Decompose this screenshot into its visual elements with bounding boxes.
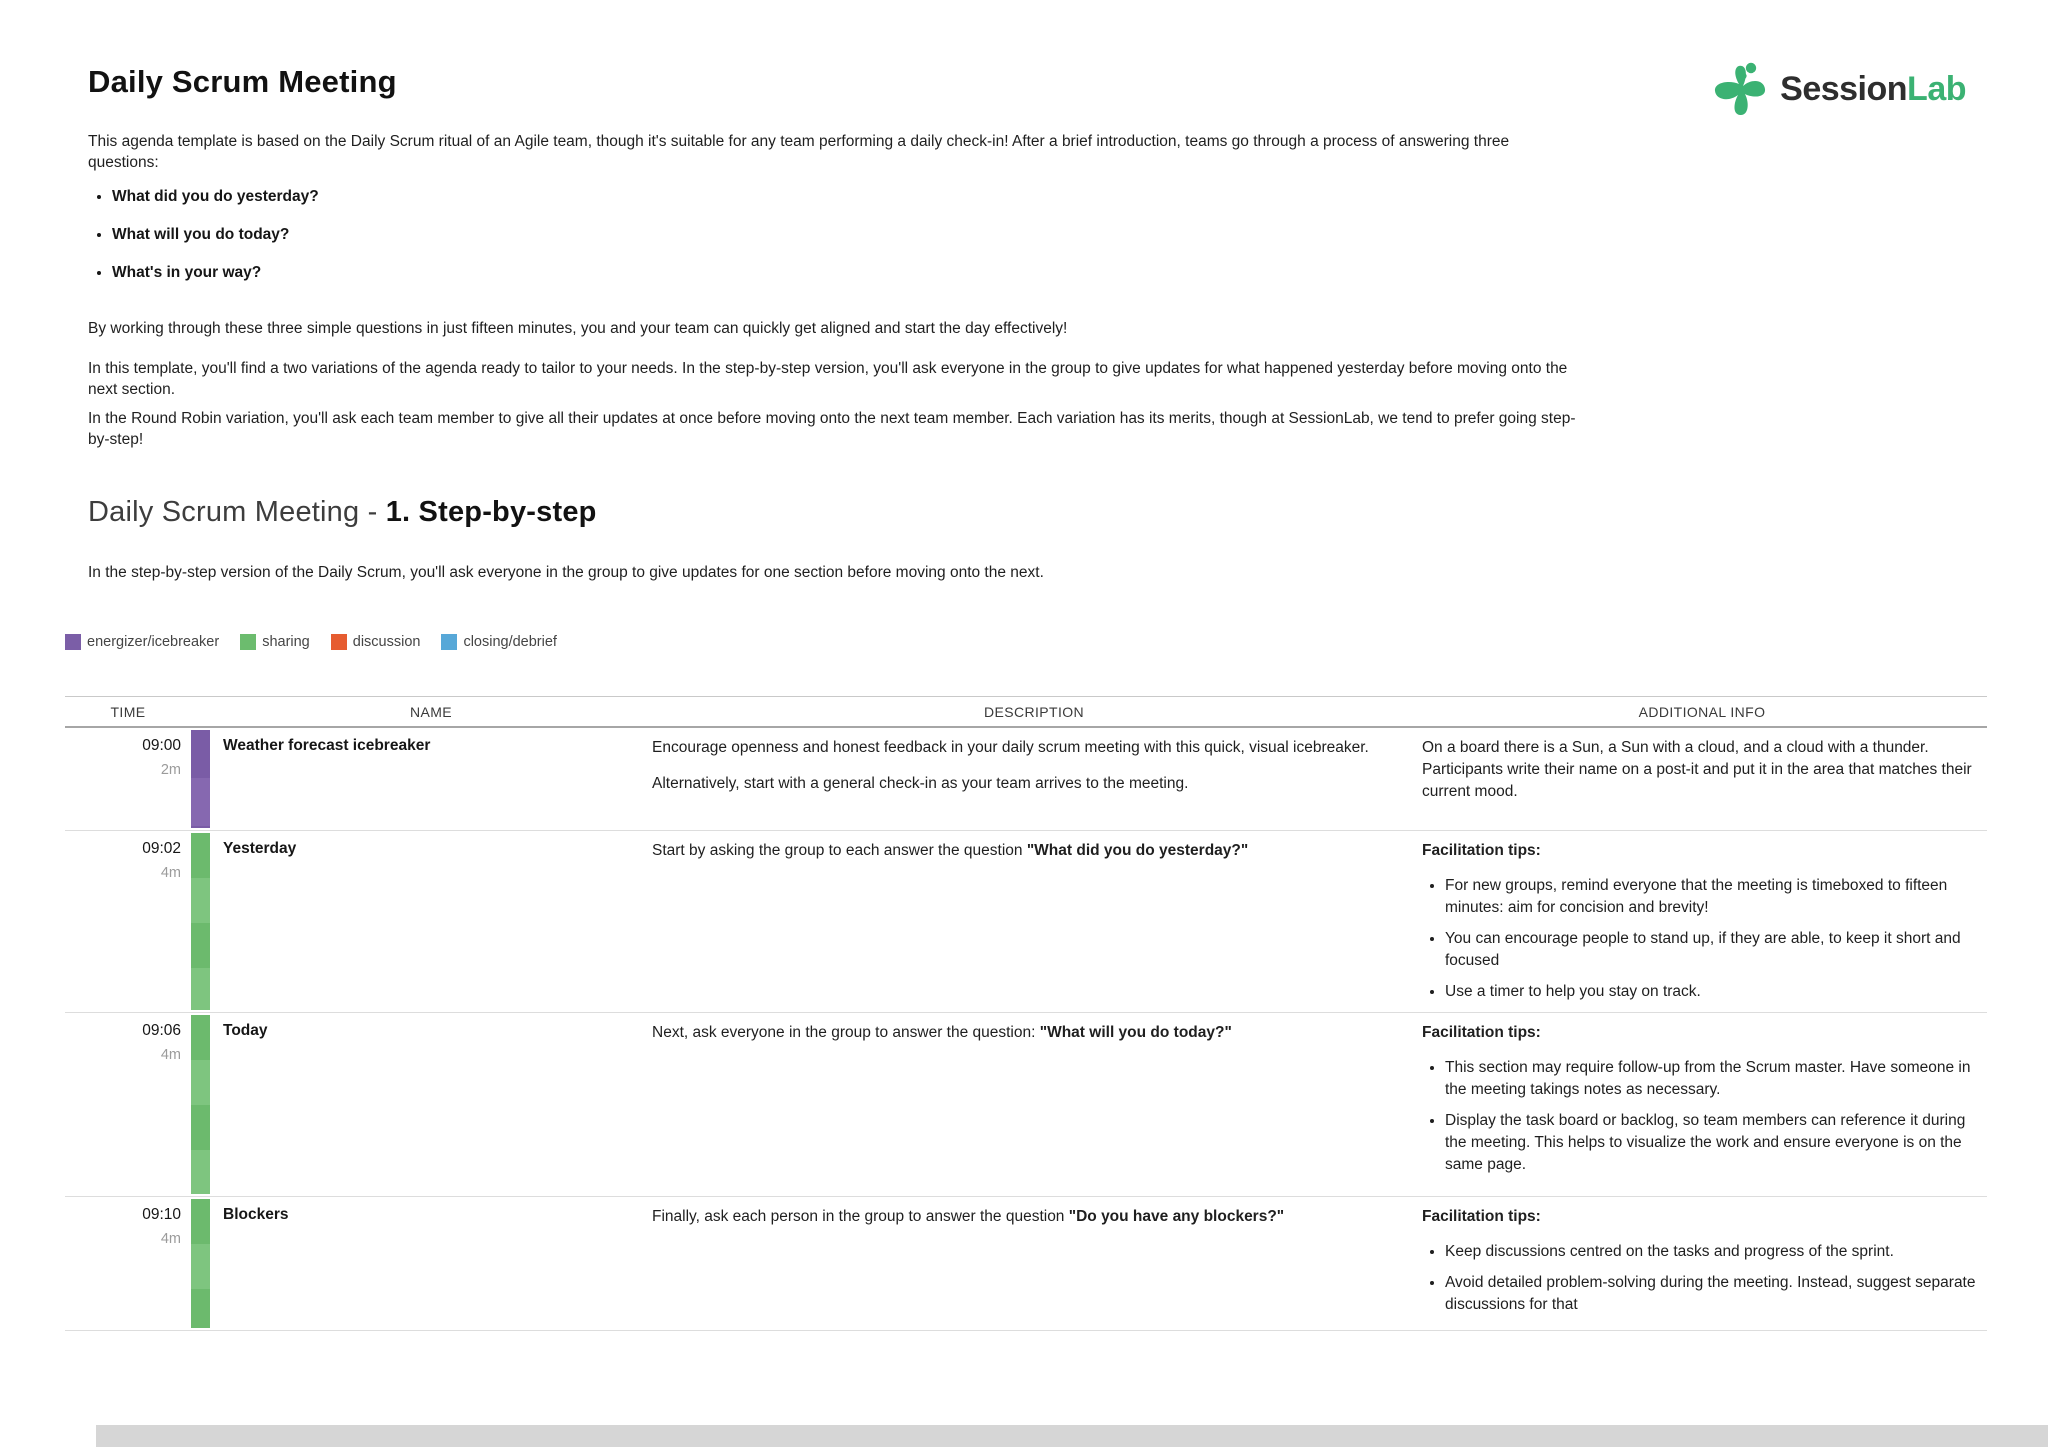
- description-paragraph: Next, ask everyone in the group to answer the question: "What will you do today?": [652, 1024, 1232, 1041]
- tip-item: • For new groups, remind everyone that the meeting is timeboxed to fifteen minutes: aim for concision and brevity!: [1445, 875, 1983, 919]
- column-header-additional-info: ADDITIONAL INFO: [1638, 703, 1766, 720]
- legend-item-energizer: [65, 634, 219, 650]
- facilitation-tips-list: [1422, 875, 1983, 1003]
- tip-item: • You can encourage people to stand up, if they are able, to keep it short and focused: [1445, 928, 1983, 972]
- scrum-question: "Do you have any blockers?": [1068, 1208, 1285, 1225]
- description-paragraph: Alternatively, start with a general check-in as your team arrives to the meeting.: [652, 775, 1189, 792]
- column-header-time: TIME: [110, 703, 146, 720]
- duration: 4m: [160, 865, 181, 881]
- question-item: • What did you do yesterday?: [112, 186, 319, 207]
- question-list: [112, 186, 319, 300]
- additional-info: [1417, 831, 1987, 1012]
- table-row: [65, 1197, 1987, 1331]
- additional-info: [1417, 1013, 1987, 1196]
- agenda-table-header: [65, 697, 1987, 728]
- question-item: • What's in your way?: [112, 262, 319, 283]
- body-paragraph: In this template, you'll find a two variations of the agenda ready to tailor to your needs. In the step-by-step version, you'll ask everyone in the group to give updates for what happened yesterday before moving onto the next section.: [88, 360, 1568, 398]
- facilitation-tips-heading: Facilitation tips:: [1422, 842, 1541, 859]
- tip-item: • Avoid detailed problem-solving during the meeting. Instead, suggest separate discussions for that: [1445, 1272, 1983, 1316]
- sessionlab-logo: [1712, 58, 1966, 120]
- category-bar-cell: [191, 728, 211, 830]
- time-cell: [65, 1013, 191, 1196]
- column-header-description: DESCRIPTION: [983, 703, 1085, 720]
- category-bar-cell: [191, 1197, 211, 1330]
- table-row: [65, 831, 1987, 1013]
- scrum-question: "What did you do yesterday?": [1026, 842, 1249, 859]
- description-paragraph: Start by asking the group to each answer the question "What did you do yesterday?": [652, 842, 1249, 859]
- sessionlab-logo-icon: [1712, 58, 1770, 120]
- table-row: [65, 728, 1987, 831]
- tip-item: • Keep discussions centred on the tasks and progress of the sprint.: [1445, 1241, 1983, 1263]
- body-paragraph: By working through these three simple questions in just fifteen minutes, you and your team can quickly get aligned and start the day effectively!: [88, 320, 1068, 337]
- start-time: 09:02: [142, 840, 181, 857]
- sharing-category-bar: [191, 833, 210, 1010]
- time-cell: [65, 728, 191, 830]
- intro-paragraph: This agenda template is based on the Daily Scrum ritual of an Agile team, though it's suitable for any team performing a daily check-in! After a brief introduction, teams go through a process of answering three questions:: [88, 133, 1510, 171]
- description-paragraph: Encourage openness and honest feedback in your daily scrum meeting with this quick, visual icebreaker.: [652, 739, 1369, 756]
- scrum-question: "What will you do today?": [1039, 1024, 1232, 1041]
- sessionlab-logo-text: [1780, 70, 1966, 109]
- duration: 4m: [160, 1047, 181, 1063]
- activity-name: Today: [223, 1022, 268, 1039]
- activity-name: Yesterday: [223, 840, 297, 857]
- agenda-table: [65, 696, 1987, 1331]
- activity-name: Blockers: [223, 1206, 289, 1223]
- sharing-category-bar: [191, 1199, 210, 1328]
- facilitation-tips-list: [1422, 1241, 1983, 1316]
- description-paragraph: Finally, ask each person in the group to answer the question "Do you have any blockers?": [652, 1208, 1285, 1225]
- activity-description: [651, 728, 1417, 830]
- category-legend: [65, 634, 557, 650]
- legend-label: energizer/icebreaker: [87, 634, 220, 650]
- activity-description: [651, 1197, 1417, 1330]
- section-title-prefix: Daily Scrum Meeting -: [88, 496, 386, 528]
- start-time: 09:00: [142, 737, 181, 754]
- tip-item: • This section may require follow-up from the Scrum master. Have someone in the meeting takings notes as necessary.: [1445, 1057, 1983, 1101]
- legend-label: closing/debrief: [463, 634, 557, 650]
- sharing-category-bar: [191, 1015, 210, 1194]
- category-bar-cell: [191, 831, 211, 1012]
- legend-swatch-energizer: [65, 634, 81, 650]
- activity-description: [651, 1013, 1417, 1196]
- section-title: [88, 496, 597, 529]
- facilitation-tips-heading: Facilitation tips:: [1422, 1024, 1541, 1041]
- column-header-name: NAME: [409, 703, 453, 720]
- body-paragraph: In the Round Robin variation, you'll ask each team member to give all their updates at once before moving onto the next team member. Each variation has its merits, though at SessionLab, we tend to prefer going step-by-step!: [88, 410, 1576, 448]
- legend-swatch-sharing: [240, 634, 256, 650]
- legend-item-discussion: [331, 634, 421, 650]
- time-cell: [65, 831, 191, 1012]
- legend-item-sharing: [240, 634, 310, 650]
- tip-item: • Display the task board or backlog, so team members can reference it during the meeting. This helps to visualize the work and ensure everyone is on the same page.: [1445, 1110, 1983, 1176]
- activity-name: Weather forecast icebreaker: [223, 737, 431, 754]
- logo-word-session: Session: [1780, 69, 1908, 108]
- logo-word-lab: Lab: [1907, 69, 1966, 108]
- next-section-edge: [96, 1425, 2048, 1447]
- additional-info: [1417, 1197, 1987, 1330]
- table-row: [65, 1013, 1987, 1197]
- legend-label: discussion: [352, 634, 421, 650]
- tip-item: • Use a timer to help you stay on track.: [1445, 981, 1983, 1003]
- section-description: In the step-by-step version of the Daily Scrum, you'll ask everyone in the group to give updates for one section before moving onto the next.: [88, 564, 1044, 581]
- additional-info-text: On a board there is a Sun, a Sun with a cloud, and a cloud with a thunder. Participants write their name on a post-it and put it in the area that matches their current mood.: [1422, 739, 1972, 800]
- duration: 4m: [160, 1231, 181, 1247]
- activity-description: [651, 831, 1417, 1012]
- category-bar-cell: [191, 1013, 211, 1196]
- legend-swatch-discussion: [331, 634, 347, 650]
- energizer-category-bar: [191, 730, 210, 828]
- facilitation-tips-heading: Facilitation tips:: [1422, 1208, 1541, 1225]
- duration: 2m: [160, 762, 181, 778]
- start-time: 09:10: [142, 1206, 181, 1223]
- additional-info: [1417, 728, 1987, 830]
- time-cell: [65, 1197, 191, 1330]
- start-time: 09:06: [142, 1022, 181, 1039]
- page-title: Daily Scrum Meeting: [88, 64, 397, 99]
- legend-swatch-closing: [441, 634, 457, 650]
- question-item: • What will you do today?: [112, 224, 319, 245]
- legend-item-closing: [441, 634, 557, 650]
- legend-label: sharing: [262, 634, 310, 650]
- facilitation-tips-list: [1422, 1057, 1983, 1176]
- section-title-emphasis: 1. Step-by-step: [385, 496, 597, 528]
